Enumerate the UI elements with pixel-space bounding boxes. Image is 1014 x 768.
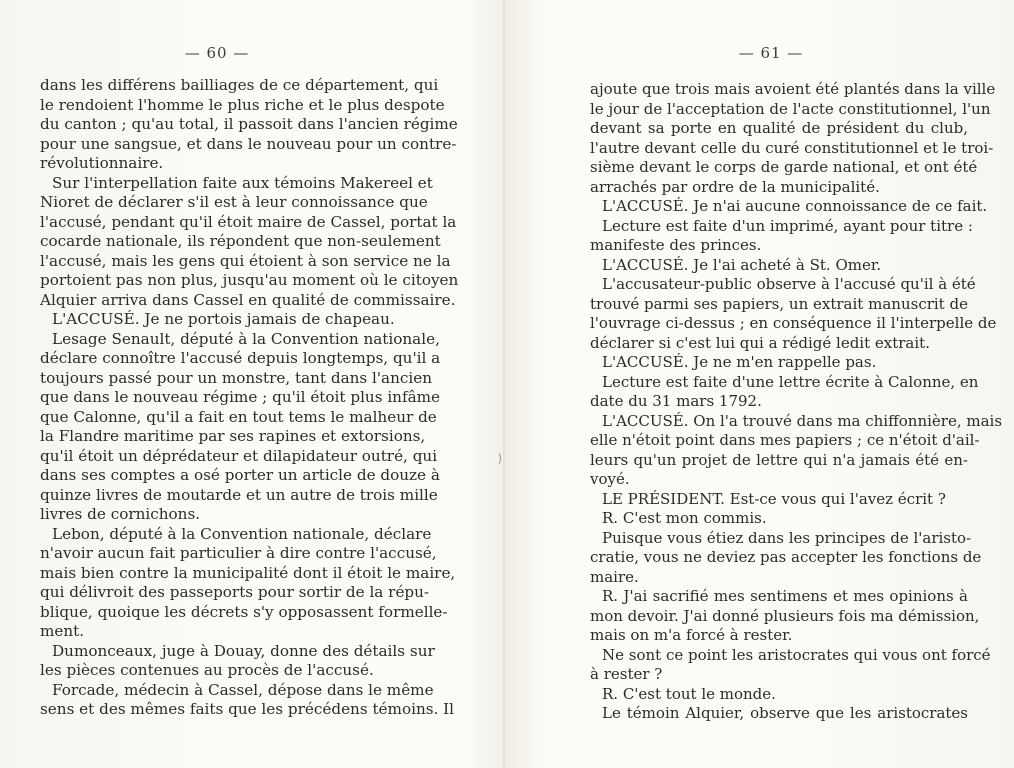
text-line: LE PRÉSIDENT. Est-ce vous qui l'avez écrit ?: [602, 489, 946, 508]
text-line: sens et des mêmes faits que les précédens témoins. Il: [40, 700, 455, 718]
text-line: Ne sont ce point les aristocrates qui vous ont forcé: [602, 645, 991, 664]
text-line: toujours passé pour un monstre, tant dans l'ancien: [40, 368, 433, 387]
text-line: Nioret de déclarer s'il est à leur connoissance que: [40, 193, 428, 211]
text-line: pour une sangsue, et dans le nouveau pour un contre-: [40, 134, 457, 153]
text-line: L'ACCUSÉ. Je ne portois jamais de chapeau.: [52, 310, 395, 328]
text-line: Lecture est faite d'un imprimé, ayant pour titre :: [602, 216, 973, 235]
text-line: à rester ?: [590, 665, 663, 683]
text-line: R. C'est mon commis.: [602, 509, 767, 527]
text-line: l'autre devant celle du curé constitutionnel et le troi-: [590, 138, 994, 157]
text-line: Alquier arriva dans Cassel en qualité de commissaire.: [40, 290, 456, 309]
text-line: livres de cornichons.: [40, 505, 201, 523]
text-line: date du 31 mars 1792.: [590, 392, 762, 410]
text-line: le jour de l'acceptation de l'acte constitutionnel, l'un: [590, 99, 991, 118]
text-line: cratie, vous ne deviez pas accepter les fonctions de: [590, 548, 982, 566]
text-line: Lesage Senault, député à la Convention nationale,: [52, 329, 440, 348]
text-line: elle n'étoit point dans mes papiers ; ce n'étoit d'ail-: [590, 431, 980, 449]
text-line: dans ses comptes a osé porter un article de douze à: [40, 466, 440, 484]
book-gutter: [503, 0, 505, 768]
text-line: leurs qu'un projet de lettre qui n'a jamais été en-: [590, 450, 968, 469]
text-line: L'ACCUSÉ. Je l'ai acheté à St. Omer.: [602, 255, 882, 274]
text-line: ment.: [40, 622, 85, 640]
text-line: Forcade, médecin à Cassel, dépose dans le même: [52, 680, 434, 699]
text-line: L'ACCUSÉ. On l'a trouvé dans ma chiffonnière, mais: [602, 411, 1003, 430]
text-line: que dans le nouveau régime ; qu'il étoit plus infâme: [40, 388, 441, 406]
text-line: mon devoir. J'ai donné plusieurs fois ma démission,: [590, 606, 980, 625]
text-line: révolutionnaire.: [40, 154, 164, 172]
text-line: que Calonne, qu'il a fait en tout tems le malheur de: [40, 407, 437, 426]
text-line: qui délivroit des passeports pour sortir de la répu-: [40, 583, 430, 601]
text-line: ajoute que trois mais avoient été plantés dans la ville: [590, 80, 996, 98]
text-line: Sur l'interpellation faite aux témoins Makereel et: [52, 173, 433, 192]
text-line: l'accusé, mais les gens qui étoient à son service ne la: [40, 251, 451, 270]
right-page: [590, 0, 1003, 768]
text-line: Le témoin Alquier, observe que les aristocrates: [602, 704, 968, 722]
text-line: cocarde nationale, ils répondent que non-seulement: [40, 232, 441, 250]
text-line: l'accusé, pendant qu'il étoit maire de Cassel, portat la: [40, 212, 457, 231]
gutter-mark: ⟩: [498, 452, 503, 465]
text-line: Lecture est faite d'une lettre écrite à Calonne, en: [602, 372, 979, 391]
text-line: le rendoient l'homme le plus riche et le plus despote: [40, 95, 445, 114]
text-line: arrachés par ordre de la municipalité.: [590, 177, 880, 196]
text-line: mais on m'a forcé à rester.: [590, 626, 793, 644]
text-line: quinze livres de moutarde et un autre de trois mille: [40, 485, 438, 504]
text-line: R. J'ai sacrifié mes sentimens et mes opinions à: [602, 587, 968, 605]
text-line: qu'il étoit un déprédateur et dilapidateur outré, qui: [40, 446, 438, 465]
text-line: L'accusateur-public observe à l'accusé qu'il à été: [602, 275, 976, 293]
text-line: trouvé parmi ses papiers, un extrait manuscrit de: [590, 294, 968, 313]
page-number-left: — 60 —: [184, 44, 250, 62]
page-number-right: — 61 —: [738, 44, 804, 62]
text-line: L'ACCUSÉ. Je n'ai aucune connoissance de ce fait.: [602, 197, 988, 215]
text-line: blique, quoique les décrets s'y opposassent formelle-: [40, 602, 448, 621]
text-line: L'ACCUSÉ. Je ne m'en rappelle pas.: [602, 353, 877, 371]
text-line: déclare connoître l'accusé depuis longtemps, qu'il a: [40, 349, 441, 367]
text-line: maire.: [590, 567, 639, 586]
text-line: la Flandre maritime par ses rapines et extorsions,: [40, 427, 426, 445]
text-line: R. C'est tout le monde.: [602, 684, 776, 703]
left-page: [40, 0, 459, 768]
text-line: voyé.: [590, 470, 630, 488]
right-page-text: [590, 80, 1003, 724]
text-line: Dumonceaux, juge à Douay, donne des détails sur: [52, 641, 435, 660]
left-page-text: [40, 76, 459, 720]
text-line: déclarer si c'est lui qui a rédigé ledit extrait.: [590, 333, 930, 352]
text-line: les pièces contenues au procès de l'accusé.: [40, 661, 374, 679]
text-line: devant sa porte en qualité de président du club,: [590, 119, 968, 137]
text-line: du canton ; qu'au total, il passoit dans l'ancien régime: [40, 115, 458, 133]
text-line: Puisque vous étiez dans les principes de l'aristo-: [602, 528, 972, 547]
text-line: Lebon, député à la Convention nationale, déclare: [52, 524, 432, 543]
text-line: manifeste des princes.: [590, 236, 762, 254]
text-line: dans les différens bailliages de ce département, qui: [40, 76, 439, 94]
text-line: l'ouvrage ci-dessus ; en conséquence il l'interpelle de: [590, 314, 997, 332]
text-line: mais bien contre la municipalité dont il étoit le maire,: [40, 563, 456, 582]
text-line: portoient pas non plus, jusqu'au moment où le citoyen: [40, 271, 459, 289]
text-line: sième devant le corps de garde national, et ont été: [590, 158, 978, 176]
text-line: n'avoir aucun fait particulier à dire contre l'accusé,: [40, 544, 437, 562]
